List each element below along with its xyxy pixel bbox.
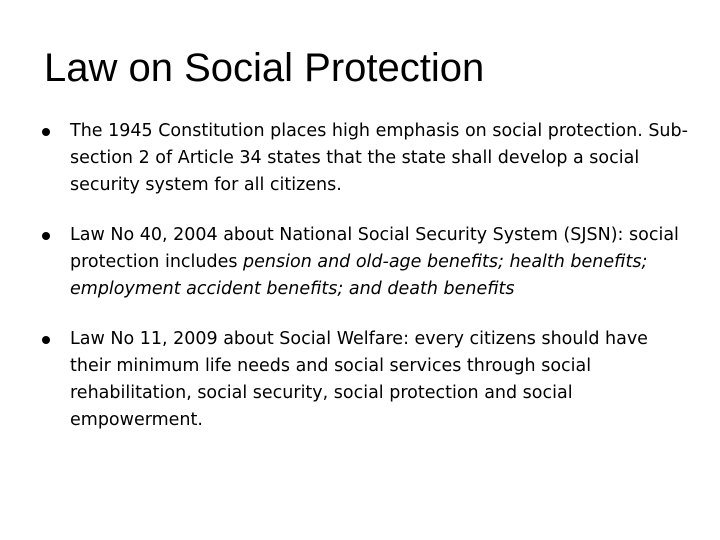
bullet-dot-icon — [42, 232, 50, 240]
bullet-text: The 1945 Constitution places high emphasis on social protection. Sub-section 2 of Article 34 states that the state shall develop a social security system for all citizens. — [70, 121, 688, 195]
bullet-text: Law No 11, 2009 about Social Welfare: every citizens should have their minimum life needs and social services through social rehabilitation, social security, social protection and social empowerment. — [70, 329, 648, 430]
bullet-text-benefits-italic: pension and old-age benefits; health benefits; employment accident benefits; and death benefits — [70, 252, 648, 299]
bullet-item-law-11-2009 — [42, 326, 692, 434]
bullet-text: Law No 40, 2004 about National Social Security System (SJSN): social protection includes — [70, 225, 679, 272]
bullet-list — [42, 118, 692, 457]
slide-title: Law on Social Protection — [44, 46, 485, 90]
bullet-dot-icon — [42, 128, 50, 136]
bullet-item-constitution — [42, 118, 692, 199]
bullet-item-law-40-2004 — [42, 222, 692, 303]
bullet-dot-icon — [42, 336, 50, 344]
